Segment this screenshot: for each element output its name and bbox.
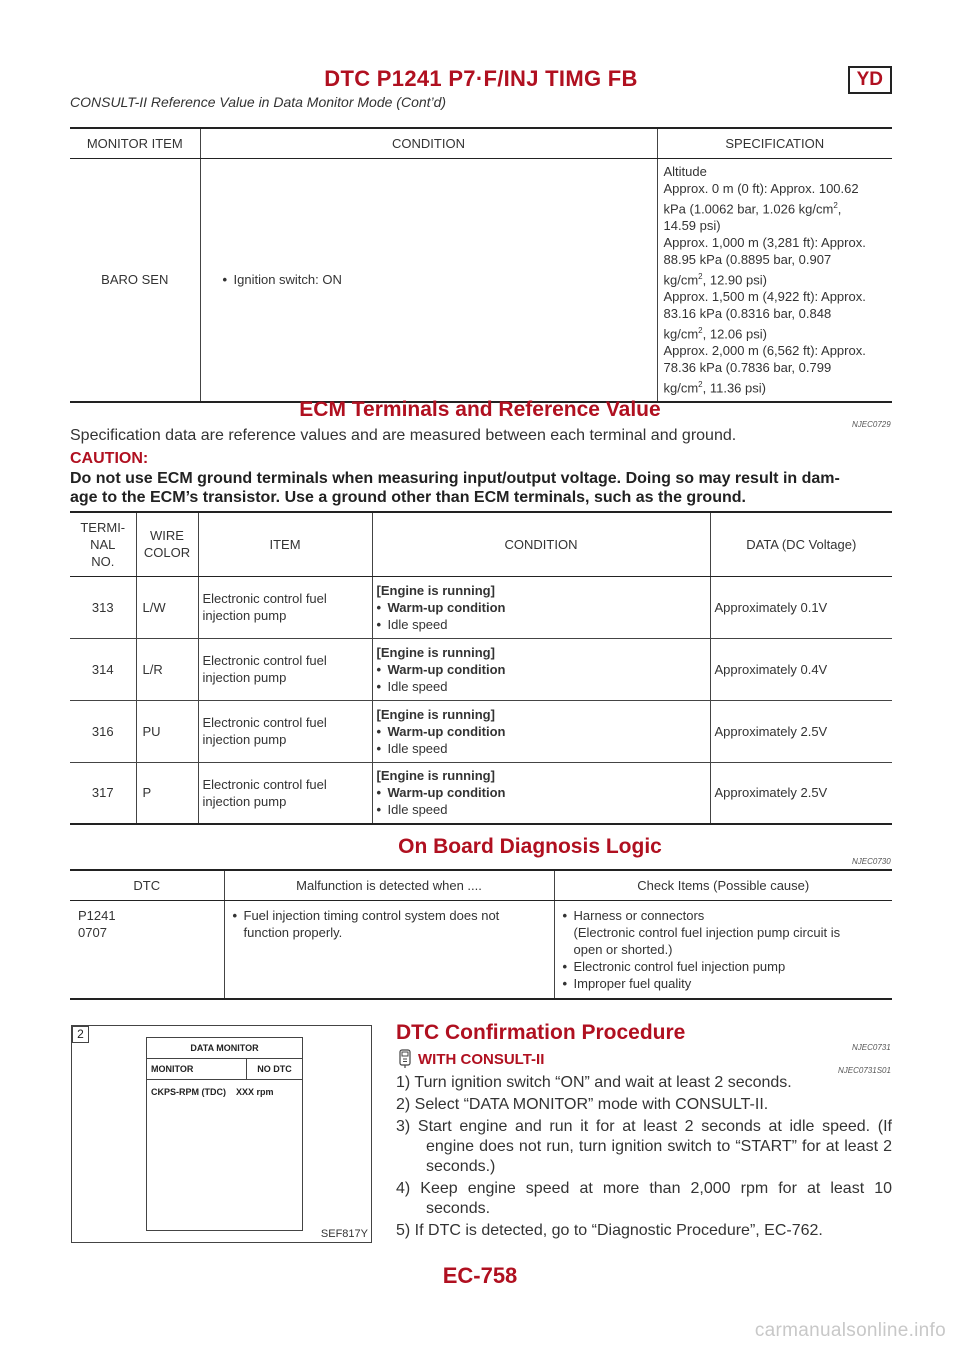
procedure-subtitle: WITH CONSULT-II (396, 1049, 544, 1069)
table-row: 314 L/R Electronic control fuel injection pump [Engine is running] • Warm-up condition • Idle speed Approximately 0.4V (70, 638, 892, 700)
page-header (70, 66, 892, 110)
monitor-screen-columns: MONITOR NO DTC (147, 1059, 302, 1080)
ecm-section-code: NJEC0729 (852, 420, 891, 429)
bullet-icon: • (562, 975, 568, 991)
table-row: P1241 0707 • Fuel injection timing control system does not function properly. • Harness or connectors (Electronic control fuel injection pump circuit is open or shorted.) • Electronic control fuel injection pump • Improper fuel quality (70, 900, 892, 999)
col-condition: CONDITION (200, 128, 657, 158)
col-malfunction: Malfunction is detected when .... (224, 870, 554, 900)
caution-text: Do not use ECM ground terminals when measuring input/output voltage. Doing so may result in dam- age to the ECM’s transistor. Use a ground other than ECM terminals, such as the ground. (70, 470, 840, 506)
monitor-condition-cell: • Ignition switch: ON (200, 158, 657, 402)
ecm-intro: Specification data are reference values and are measured between each terminal and ground. (70, 427, 737, 444)
procedure-sub-code: NJEC0731S01 (838, 1066, 891, 1075)
bullet-icon: • (562, 958, 568, 974)
ecm-terminal-table (70, 511, 892, 825)
bullet-icon: • (376, 723, 382, 739)
engine-tag: YD (848, 66, 892, 94)
table-row: 317 P Electronic control fuel injection pump [Engine is running] • Warm-up condition • Idle speed Approximately 2.5V (70, 762, 892, 824)
col-condition: CONDITION (372, 512, 710, 576)
col-check-items: Check Items (Possible cause) (554, 870, 892, 900)
list-item: 3) Start engine and run it for at least 2 seconds at idle speed. (If engine does not run, turn ignition switch to “START” for at least 2 seconds.) (396, 1118, 892, 1175)
obd-table (70, 869, 892, 1000)
procedure-steps (396, 1073, 892, 1243)
list-item: 5) If DTC is detected, go to “Diagnostic Procedure”, EC-762. (396, 1222, 823, 1239)
col-monitor-item: MONITOR ITEM (70, 128, 200, 158)
bullet-icon: • (376, 785, 382, 801)
list-item: 2) Select “DATA MONITOR” mode with CONSULT-II. (396, 1096, 769, 1113)
col-terminal-no: TERMI- NAL NO. (70, 512, 136, 576)
list-item: 4) Keep engine speed at more than 2,000 rpm for at least 10 seconds. (396, 1180, 892, 1217)
list-item: 1) Turn ignition switch “ON” and wait at least 2 seconds. (396, 1074, 792, 1091)
bullet-icon: • (376, 740, 382, 756)
consult-tester-icon (396, 1049, 414, 1069)
bullet-icon: • (562, 907, 568, 923)
caution-label: CAUTION: (70, 450, 149, 467)
bullet-icon: • (376, 599, 382, 615)
figure-number: 2 (72, 1026, 89, 1043)
monitor-spec-cell: Altitude Approx. 0 m (0 ft): Approx. 100.62 kPa (1.0062 bar, 1.026 $kg/cm^2$, 14.59 psi) Approx. 1,000 m (3,281 ft): Approx. 88.95 kPa (0.8895 bar, 0.907 $kg/cm^2$, 12.90 psi) Approx. 1,500 m (4,922 ft): Approx. 83.16 kPa (0.8316 bar, 0.848 $kg/cm^2$, 12.06 psi) Approx. 2,000 m (6,562 ft): Approx. 78.36 kPa (0.7836 bar, 0.799 $kg/cm^2$, 11.36 psi) (657, 158, 892, 402)
watermark: carmanualsonline.info (754, 1320, 946, 1341)
table-row: 313 L/W Electronic control fuel injection pump [Engine is running] • Warm-up condition • Idle speed Approximately 0.1V (70, 576, 892, 638)
procedure-code: NJEC0731 (852, 1043, 891, 1052)
bullet-icon: • (376, 678, 382, 694)
col-specification: SPECIFICATION (657, 128, 892, 158)
col-dtc: DTC (70, 870, 224, 900)
bullet-icon: • (376, 661, 382, 677)
monitor-screen-title: DATA MONITOR (147, 1038, 302, 1059)
data-monitor-screen (146, 1037, 303, 1231)
col-item: ITEM (198, 512, 372, 576)
figure-caption: SEF817Y (320, 1228, 368, 1240)
bullet-icon: • (222, 272, 228, 288)
figure-sef817y (71, 1025, 372, 1243)
bullet-icon: • (376, 616, 382, 632)
procedure-title: DTC Confirmation Procedure (396, 1021, 686, 1044)
monitor-item-cell: BARO SEN (101, 272, 169, 288)
bullet-icon: • (232, 907, 238, 923)
page-number: EC-758 (442, 1263, 518, 1288)
ecm-section-title: ECM Terminals and Reference Value (299, 398, 661, 421)
obd-section-code: NJEC0730 (852, 857, 891, 866)
monitor-screen-row: CKPS-RPM (TDC) XXX rpm (151, 1087, 274, 1097)
table-row: 316 PU Electronic control fuel injection pump [Engine is running] • Warm-up condition • Idle speed Approximately 2.5V (70, 700, 892, 762)
page-subtitle: CONSULT-II Reference Value in Data Monitor Mode (Cont’d) (70, 94, 447, 110)
monitor-table (70, 127, 892, 403)
page-title: DTC P1241 P7·F/INJ TIMG FB (324, 66, 638, 91)
bullet-icon: • (376, 802, 382, 818)
obd-section-title: On Board Diagnosis Logic (398, 835, 662, 858)
col-data: DATA (DC Voltage) (710, 512, 892, 576)
col-wire-color: WIRE COLOR (136, 512, 198, 576)
